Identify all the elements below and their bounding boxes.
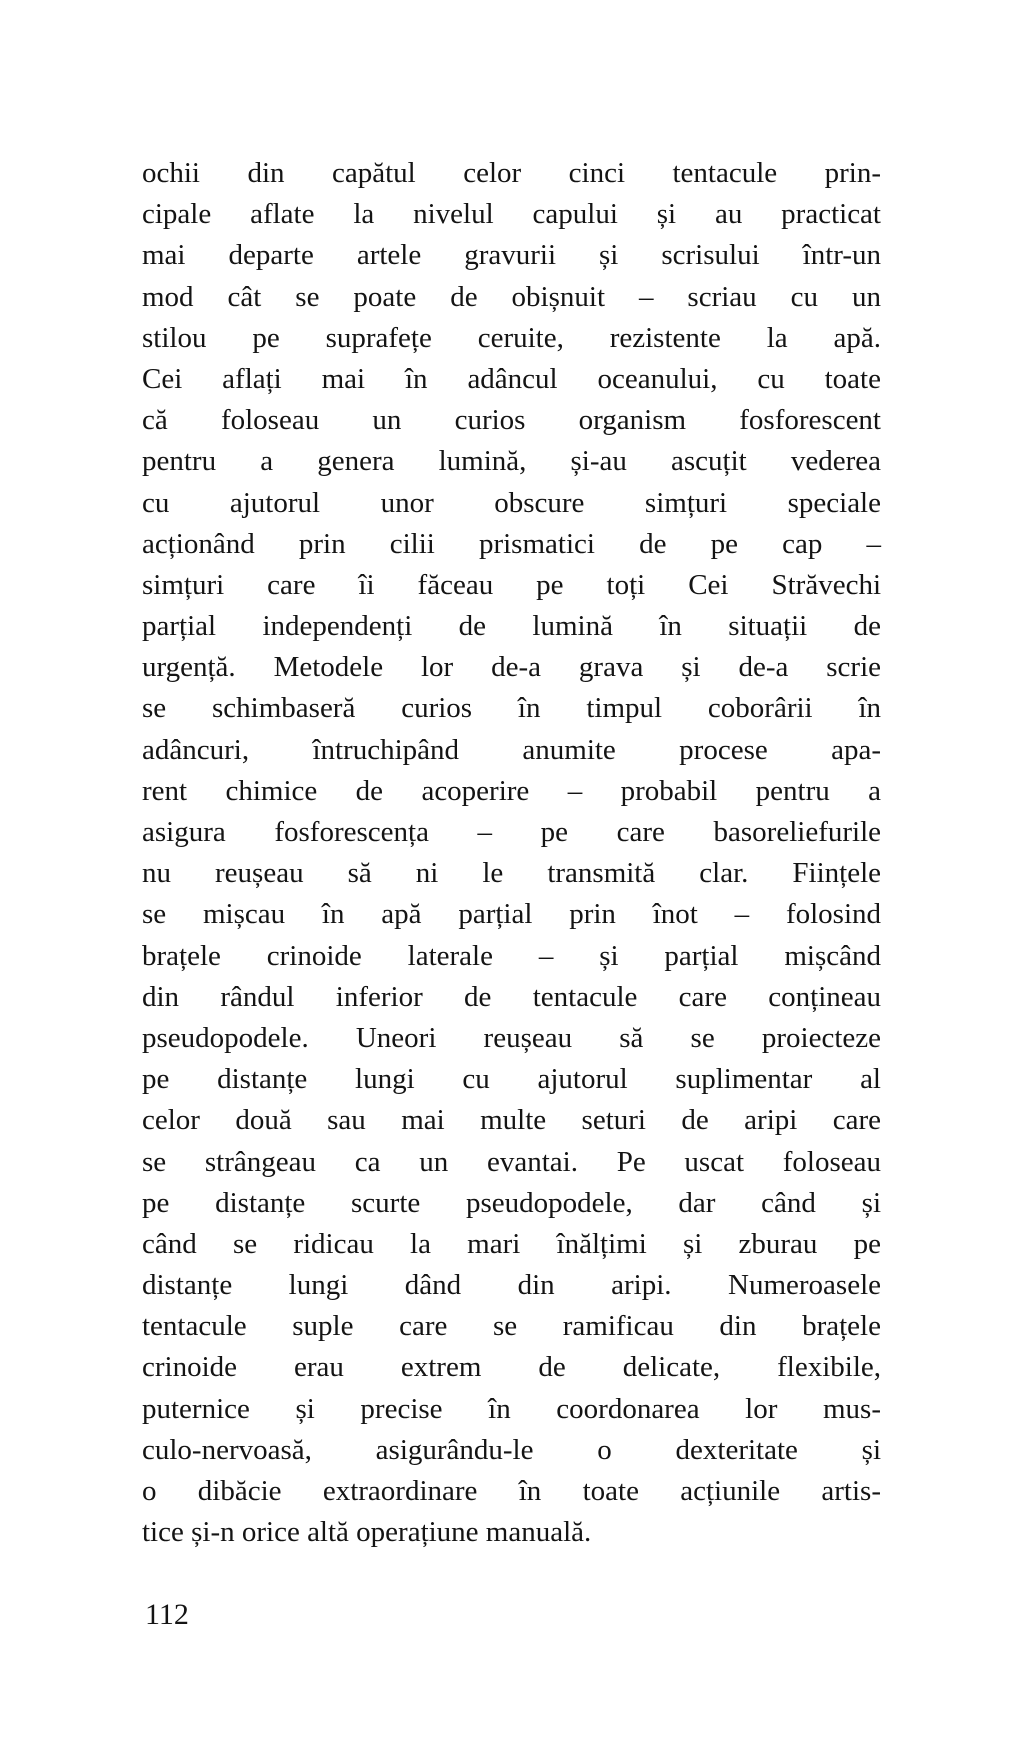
- text-line: crinoide erau extrem de delicate, flexibile,: [142, 1351, 881, 1384]
- page-number: 112: [145, 1598, 189, 1631]
- text-line: pseudopodele. Uneori reușeau să se proiecteze: [142, 1021, 881, 1054]
- text-line: pe distanțe scurte pseudopodele, dar când și: [142, 1186, 881, 1219]
- text-line: pentru a genera lumină, și-au ascuțit vederea: [142, 445, 881, 478]
- text-line: că foloseau un curios organism fosforescent: [142, 404, 881, 437]
- text-line: acționând prin cilii prismatici de pe cap –: [142, 527, 881, 560]
- text-line: urgență. Metodele lor de-a grava și de-a scrie: [142, 651, 881, 684]
- text-line: culo-nervoasă, asigurându-le o dexteritate și: [142, 1433, 881, 1466]
- text-line: stilou pe suprafețe ceruite, rezistente la apă.: [142, 321, 881, 354]
- text-line: se mișcau în apă parțial prin înot – folosind: [142, 898, 881, 931]
- text-line: parțial independenți de lumină în situații de: [142, 610, 881, 643]
- text-line: se schimbaseră curios în timpul coborârii în: [142, 692, 881, 725]
- page-text: [142, 153, 881, 1553]
- text-line: mod cât se poate de obișnuit – scriau cu un: [142, 280, 881, 313]
- text-line: asigura fosforescența – pe care basoreliefurile: [142, 816, 881, 848]
- text-line: adâncuri, întruchipând anumite procese apa-: [142, 733, 881, 766]
- text-line: ochii din capătul celor cinci tentacule prin-: [142, 157, 881, 189]
- text-line: Cei aflați mai în adâncul oceanului, cu toate: [142, 362, 881, 395]
- text-line: brațele crinoide laterale – și parțial mișcând: [142, 939, 881, 972]
- text-line: simțuri care îi făceau pe toți Cei Străvechi: [142, 568, 881, 601]
- text-line: rent chimice de acoperire – probabil pentru a: [142, 774, 881, 807]
- text-line: tentacule suple care se ramificau din brațele: [142, 1310, 881, 1343]
- text-line: distanțe lungi dând din aripi. Numeroasele: [142, 1269, 881, 1302]
- text-line: o dibăcie extraordinare în toate acțiunile artis-: [142, 1475, 881, 1507]
- text-line: pe distanțe lungi cu ajutorul suplimentar al: [142, 1063, 881, 1096]
- text-line: se strângeau ca un evantai. Pe uscat foloseau: [142, 1145, 881, 1178]
- text-line: cipale aflate la nivelul capului și au practicat: [142, 198, 881, 231]
- text-line: mai departe artele gravurii și scrisului într-un: [142, 239, 881, 272]
- text-line: celor două sau mai multe seturi de aripi care: [142, 1104, 881, 1137]
- text-line: cu ajutorul unor obscure simțuri speciale: [142, 486, 881, 519]
- text-line: când se ridicau la mari înălțimi și zburau pe: [142, 1227, 881, 1260]
- text-line: nu reușeau să ni le transmită clar. Ființele: [142, 857, 881, 890]
- text-line: tice și-n orice altă operațiune manuală.: [142, 1516, 592, 1549]
- text-line: puternice și precise în coordonarea lor mus-: [142, 1392, 881, 1425]
- text-line: din rândul inferior de tentacule care conțineau: [142, 980, 881, 1013]
